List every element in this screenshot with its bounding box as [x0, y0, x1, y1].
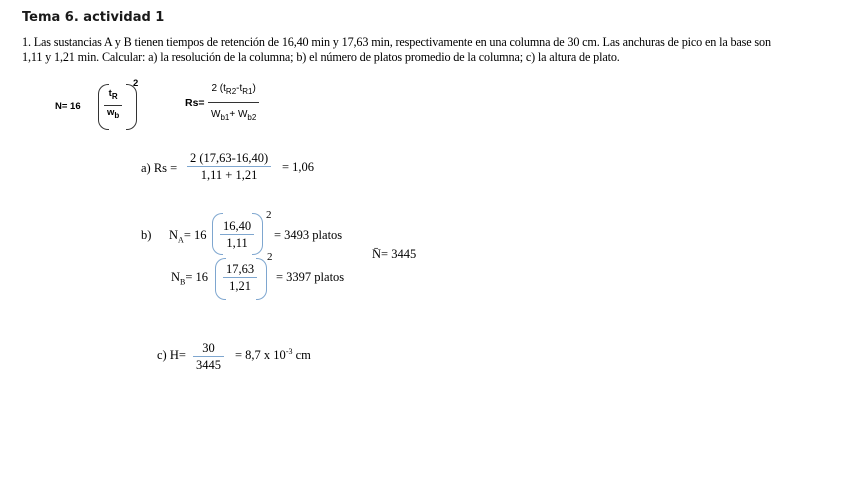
na-symbol: N [169, 228, 179, 242]
formula-rs-num-prefix: 2 (t [211, 83, 226, 94]
formula-rs-num-mid: -t [236, 83, 243, 94]
nb-fraction [223, 262, 257, 294]
part-c-numerator: 30 [202, 341, 215, 355]
nb-numerator: 17,63 [226, 262, 255, 276]
na-eq: = 16 [183, 228, 207, 242]
formula-rs-num-suffix: ) [252, 83, 256, 94]
na-lhs [169, 228, 207, 245]
formula-n-fraction [104, 88, 122, 120]
formula-rs-lhs: Rs= [185, 97, 205, 109]
part-a-result: = 1,06 [282, 160, 315, 174]
part-c-result [235, 347, 311, 363]
formula-rs-den-sub1: b1 [220, 113, 230, 122]
na-exponent: 2 [266, 209, 272, 221]
na-sub: A [178, 235, 184, 245]
part-a-denominator: 1,11 + 1,21 [187, 166, 271, 183]
part-c-lhs: c) H= [157, 348, 186, 362]
formula-n-lhs: N= 16 [55, 101, 81, 112]
page-title: Tema 6. actividad 1 [22, 10, 165, 25]
formula-n-den-sub: b [114, 110, 120, 120]
nb-symbol: N [171, 270, 181, 284]
part-c-denominator: 3445 [193, 356, 224, 373]
average-plates: N̄= 3445 [372, 247, 417, 261]
formula-n-num-sub: R [111, 91, 118, 101]
problem-statement: 1. Las sustancias A y B tienen tiempos de retención de 16,40 min y 17,63 min, respectivamente en una columna de 30 cm. Las anchuras de pico en la base son 1,11 y 1,21 min. Calcular: a) la resolución de la columna; b) el número de platos promedio de la columna; c) la altura de plato. [22, 35, 771, 64]
na-denominator: 1,11 [220, 234, 254, 251]
part-a-lhs: a) Rs = [141, 161, 178, 175]
formula-rs-den-a: W [211, 109, 221, 120]
part-a-fraction [187, 151, 271, 183]
part-c-result-suffix: cm [292, 348, 311, 363]
part-a-numerator: 2 (17,63-16,40) [190, 151, 269, 165]
nb-exponent: 2 [267, 251, 273, 263]
part-c-result-prefix: = 8,7 x 10 [235, 348, 286, 363]
na-right-paren [252, 213, 263, 255]
nb-result: = 3397 platos [276, 270, 345, 284]
part-c-result-exp: -3 [285, 347, 293, 356]
formula-n-den: w [107, 106, 115, 118]
nb-denominator: 1,21 [223, 277, 257, 294]
na-fraction [220, 219, 254, 251]
na-result: = 3493 platos [274, 228, 343, 242]
formula-n-num: t [108, 88, 112, 99]
part-c-fraction [193, 341, 224, 373]
nb-right-paren [256, 258, 267, 300]
na-numerator: 16,40 [223, 219, 252, 233]
formula-rs-den-sub2: b2 [247, 113, 257, 122]
formula-rs-fraction [208, 83, 259, 122]
nb-sub: B [180, 277, 186, 287]
formula-rs-num-sub2: R1 [242, 87, 253, 96]
nb-lhs [171, 270, 208, 287]
formula-rs-num-sub1: R2 [225, 87, 237, 96]
formula-rs-den-mid: + W [229, 109, 248, 120]
formula-n-exponent: 2 [133, 78, 139, 89]
part-b-label: b) [141, 228, 152, 242]
right-parenthesis [126, 84, 137, 130]
nb-eq: = 16 [185, 270, 209, 284]
